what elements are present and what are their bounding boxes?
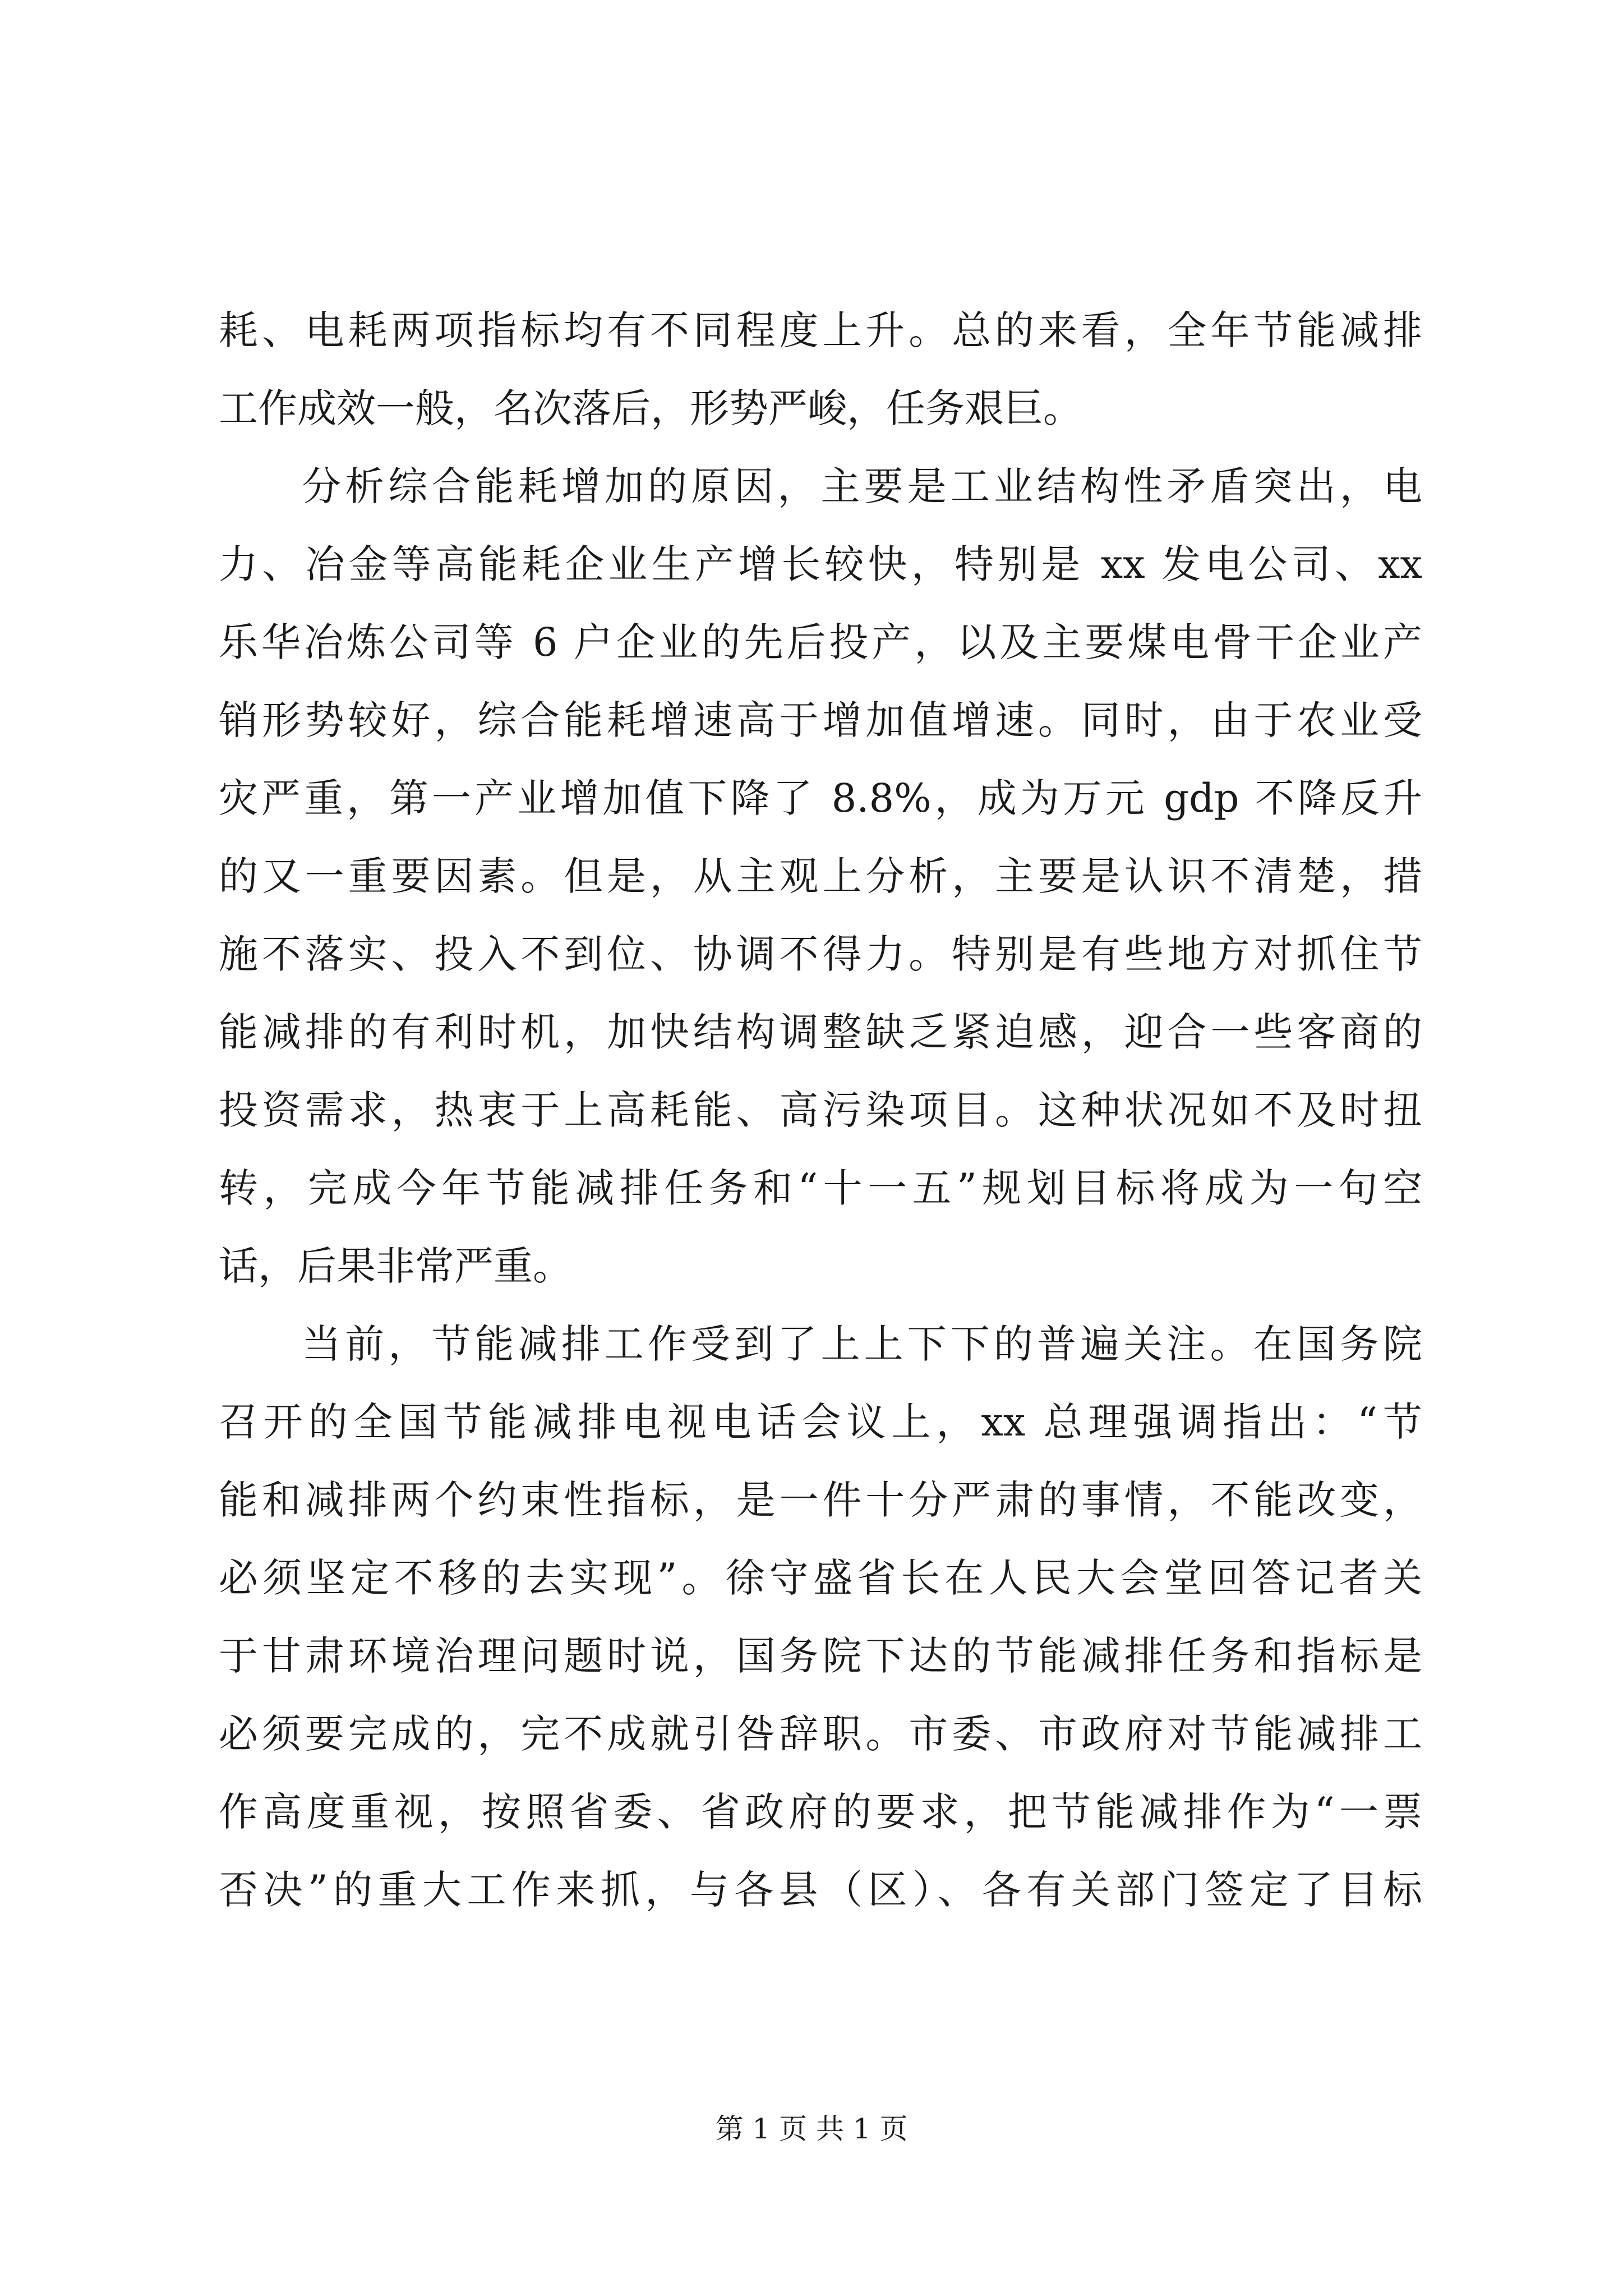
text-line: 必须坚定不移的去实现”。徐守盛省长在人民大会堂回答记者关 (219, 1555, 1422, 1601)
text-line: 耗、电耗两项指标均有不同程度上升。总的来看，全年节能减排 (219, 307, 1422, 353)
text-line: 召开的全国节能减排电视电话会议上，xx 总理强调指出：“节 (219, 1399, 1422, 1445)
text-line: 转，完成今年节能减排任务和“十一五”规划目标将成为一句空 (219, 1165, 1422, 1211)
text-line: 必须要完成的，完不成就引咎辞职。市委、市政府对节能减排工 (219, 1711, 1422, 1757)
text-line: 工作成效一般，名次落后，形势严峻，任务艰巨。 (219, 385, 1082, 431)
document-body (219, 292, 1422, 1929)
text-line: 话，后果非常严重。 (219, 1243, 572, 1289)
text-line: 力、冶金等高能耗企业生产增长较快，特别是 xx 发电公司、xx (219, 541, 1422, 587)
text-line: 销形势较好，综合能耗增速高于增加值增速。同时，由于农业受 (219, 697, 1422, 743)
text-line: 能减排的有利时机，加快结构调整缺乏紧迫感，迎合一些客商的 (219, 1009, 1422, 1055)
text-line: 当前，节能减排工作受到了上上下下的普遍关注。在国务院 (302, 1321, 1422, 1367)
text-line: 乐华冶炼公司等 6 户企业的先后投产，以及主要煤电骨干企业产 (219, 619, 1422, 665)
text-line: 能和减排两个约束性指标，是一件十分严肃的事情，不能改变， (219, 1477, 1422, 1523)
text-line: 否决”的重大工作来抓，与各县（区）、各有关部门签定了目标 (219, 1867, 1422, 1913)
text-line: 作高度重视，按照省委、省政府的要求，把节能减排作为“一票 (219, 1789, 1422, 1835)
text-line: 分析综合能耗增加的原因，主要是工业结构性矛盾突出，电 (302, 463, 1422, 509)
text-line: 灾严重，第一产业增加值下降了 8.8%，成为万元 gdp 不降反升 (219, 775, 1422, 821)
text-line: 投资需求，热衷于上高耗能、高污染项目。这种状况如不及时扭 (219, 1087, 1422, 1133)
text-line: 施不落实、投入不到位、协调不得力。特别是有些地方对抓住节 (219, 931, 1422, 977)
page-footer: 第 1 页 共 1 页 (715, 2113, 908, 2145)
text-line: 于甘肃环境治理问题时说，国务院下达的节能减排任务和指标是 (219, 1633, 1422, 1679)
text-line: 的又一重要因素。但是，从主观上分析，主要是认识不清楚，措 (219, 853, 1422, 899)
